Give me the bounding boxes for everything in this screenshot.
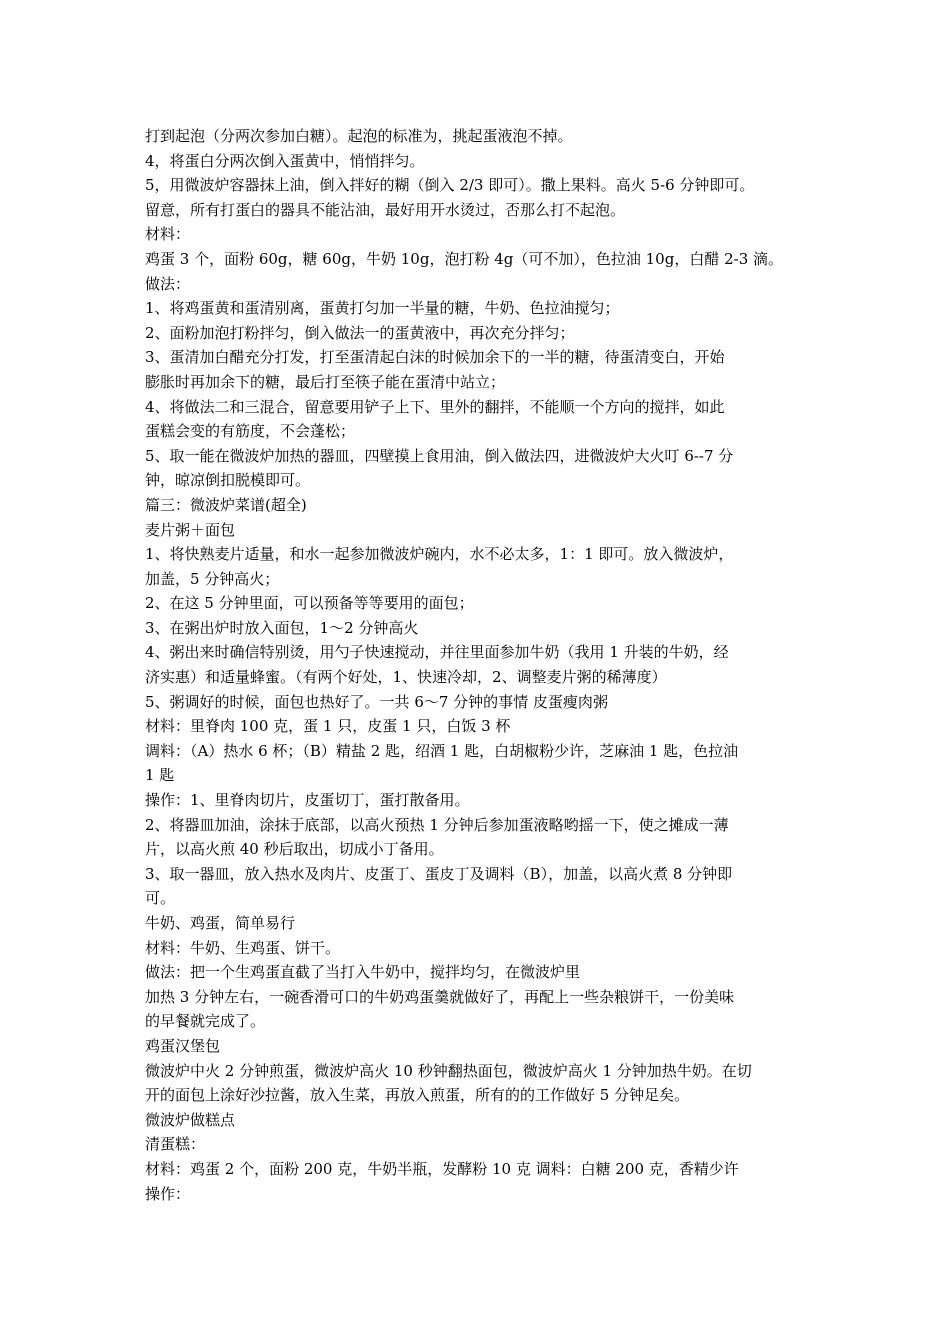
- text-line: 2、在这 5 分钟里面，可以预备等等要用的面包；: [145, 594, 474, 613]
- text-line: 蛋糕会变的有筋度，不会蓬松；: [145, 422, 356, 441]
- text-line: 鸡蛋汉堡包: [145, 1036, 221, 1055]
- document-body: [145, 124, 825, 1206]
- section-heading: 篇三：微波炉菜谱(超全): [145, 495, 307, 514]
- text-line: 鸡蛋 3 个，面粉 60g，糖 60g，牛奶 10g，泡打粉 4g（可不加），色拉油 10g，白醋 2-3 滴。: [145, 249, 784, 268]
- text-line: 操作：1、里脊肉切片，皮蛋切丁，蛋打散备用。: [145, 791, 470, 810]
- text-line: 3、取一器皿，放入热水及肉片、皮蛋丁、蛋皮丁及调料（B），加盖，以高火煮 8 分钟即: [145, 864, 733, 883]
- text-line: 加热 3 分钟左右，一碗香滑可口的牛奶鸡蛋羹就做好了，再配上一些杂粮饼干，一份美味: [145, 987, 735, 1006]
- text-line: 5、取一能在微波炉加热的器皿，四壁摸上食用油，倒入做法四，进微波炉大火叮 6--7 分: [145, 446, 734, 465]
- text-line: 材料：里脊肉 100 克，蛋 1 只，皮蛋 1 只，白饭 3 杯: [145, 717, 511, 736]
- text-line: 1 匙: [145, 766, 175, 785]
- text-line: 材料：鸡蛋 2 个，面粉 200 克，牛奶半瓶，发酵粉 10 克 调料：白糖 200 克，香精少许: [145, 1159, 739, 1178]
- text-line: 4，将蛋白分两次倒入蛋黄中，悄悄拌匀。: [145, 151, 425, 170]
- text-line: 清蛋糕：: [145, 1135, 206, 1154]
- text-line: 加盖，5 分钟高火；: [145, 569, 280, 588]
- text-line: 材料：牛奶、生鸡蛋、饼干。: [145, 938, 341, 957]
- text-line: 4、将做法二和三混合，留意要用铲子上下、里外的翻拌，不能顺一个方向的搅拌，如此: [145, 397, 725, 416]
- text-line: 钟，晾凉倒扣脱模即可。: [145, 471, 311, 490]
- text-line: 调料：（A）热水 6 杯；（B）精盐 2 匙，绍酒 1 匙，白胡椒粉少许，芝麻油 1 匙，色拉油: [145, 741, 739, 760]
- text-line: 5、粥调好的时候，面包也热好了。一共 6～7 分钟的事情 皮蛋瘦肉粥: [145, 692, 608, 711]
- text-line: 留意，所有打蛋白的器具不能沾油，最好用开水烫过，否那么打不起泡。: [145, 200, 626, 219]
- text-line: 微波炉做糕点: [145, 1110, 236, 1129]
- text-line: 麦片粥＋面包: [145, 520, 236, 539]
- text-line: 微波炉中火 2 分钟煎蛋，微波炉高火 10 秒钟翻热面包，微波炉高火 1 分钟加热牛奶。在切: [145, 1061, 752, 1080]
- text-line: 的早餐就完成了。: [145, 1012, 266, 1031]
- text-line: 片，以高火煎 40 秒后取出，切成小丁备用。: [145, 840, 444, 859]
- text-line: 济实惠）和适量蜂蜜。（有两个好处，1、快速冷却，2、调整麦片粥的稀薄度）: [145, 668, 667, 687]
- text-line: 3、在粥出炉时放入面包，1～2 分钟高火: [145, 618, 419, 637]
- text-line: 做法：: [145, 274, 191, 293]
- text-line: 5，用微波炉容器抹上油，倒入拌好的糊（倒入 2/3 即可）。撒上果料。高火 5-6 分钟即可。: [145, 176, 755, 195]
- text-line: 可。: [145, 889, 176, 908]
- text-line: 2、面粉加泡打粉拌匀，倒入做法一的蛋黄液中，再次充分拌匀；: [145, 323, 575, 342]
- text-line: 1、将鸡蛋黄和蛋清别离，蛋黄打匀加一半量的糖，牛奶、色拉油搅匀；: [145, 299, 620, 318]
- text-line: 牛奶、鸡蛋，简单易行: [145, 914, 296, 932]
- text-line: 4、粥出来时确信特别烫，用勺子快速搅动，并往里面参加牛奶（我用 1 升装的牛奶，经: [145, 643, 729, 662]
- text-line: 打到起泡（分两次参加白糖）。起泡的标准为，挑起蛋液泡不掉。: [145, 127, 573, 145]
- text-line: 材料：: [145, 225, 191, 244]
- text-line: 3、蛋清加白醋充分打发，打至蛋清起白沫的时候加余下的一半的糖，待蛋清变白，开始: [145, 348, 725, 367]
- text-line: 2、将器皿加油，涂抹于底部，以高火预热 1 分钟后参加蛋液略哟摇一下，使之摊成一薄: [145, 815, 729, 834]
- text-line: 开的面包上涂好沙拉酱，放入生菜，再放入煎蛋，所有的的工作做好 5 分钟足矣。: [145, 1086, 690, 1105]
- text-line: 操作：: [145, 1184, 191, 1203]
- text-line: 1、将快熟麦片适量，和水一起参加微波炉碗内，水不必太多，1：1 即可。放入微波炉，: [145, 545, 734, 564]
- text-line: 做法：把一个生鸡蛋直截了当打入牛奶中，搅拌均匀，在微波炉里: [145, 963, 581, 982]
- text-line: 膨胀时再加余下的糖，最后打至筷子能在蛋清中站立；: [145, 372, 506, 391]
